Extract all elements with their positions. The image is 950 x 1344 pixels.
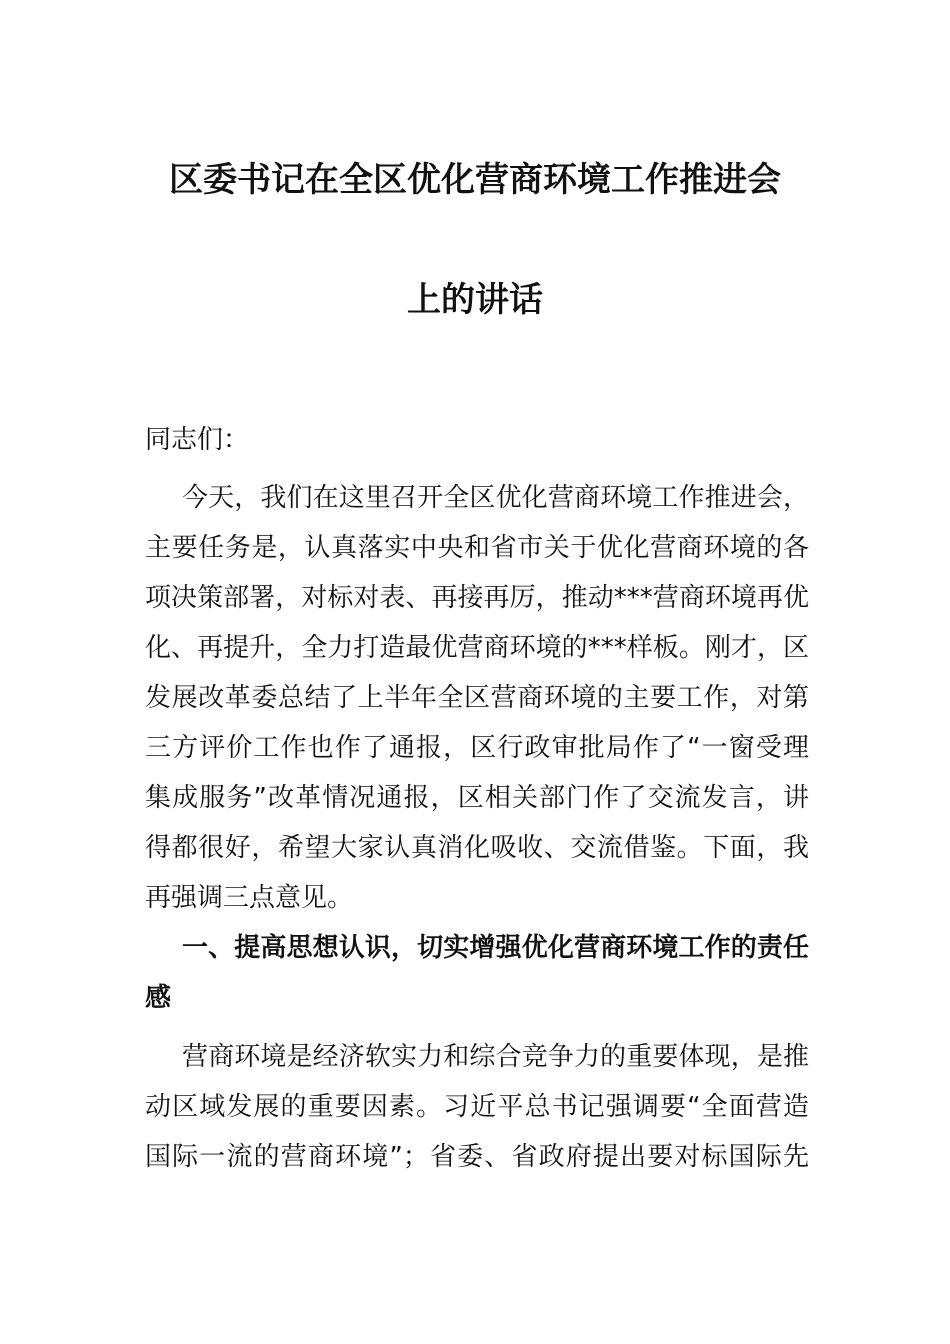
paragraph-1-line: 化、再提升，全力打造最优营商环境的***样板。刚才，区 [145, 633, 809, 663]
paragraph-2 [145, 1032, 809, 1182]
paragraph-1 [145, 473, 809, 923]
section-heading-1-line: 一、提高思想认识，切实增强优化营商环境工作的责任 [182, 933, 809, 963]
paragraph-1-line: 主要任务是，认真落实中央和省市关于优化营商环境的各 [145, 533, 809, 563]
paragraph-2-line: 动区域发展的重要因素。习近平总书记强调要“全面营造 [145, 1092, 809, 1122]
paragraph-2-line: 营商环境是经济软实力和综合竞争力的重要体现，是推 [182, 1042, 809, 1072]
paragraph-1-line: 再强调三点意见。 [145, 883, 354, 913]
paragraph-1-line: 得都很好，希望大家认真消化吸收、交流借鉴。下面，我 [145, 833, 809, 863]
salutation: 同志们： [145, 425, 250, 455]
paragraph-1-line: 今天，我们在这里召开全区优化营商环境工作推进会， [182, 483, 809, 513]
paragraph-1-line: 集成服务”改革情况通报，区相关部门作了交流发言，讲 [145, 783, 809, 813]
paragraph-1-line: 项决策部署，对标对表、再接再厉，推动***营商环境再优 [145, 583, 809, 613]
section-heading-1-line: 感 [145, 983, 172, 1013]
document-title-line-1: 区委书记在全区优化营商环境工作推进会 [169, 160, 781, 200]
section-heading-1 [145, 923, 809, 1023]
paragraph-1-line: 三方评价工作也作了通报，区行政审批局作了“一窗受理 [145, 733, 809, 763]
paragraph-2-line: 国际一流的营商环境”；省委、省政府提出要对标国际先 [145, 1142, 809, 1172]
paragraph-1-line: 发展改革委总结了上半年全区营商环境的主要工作，对第 [145, 683, 809, 713]
document-title-line-2: 上的讲话 [407, 280, 543, 320]
